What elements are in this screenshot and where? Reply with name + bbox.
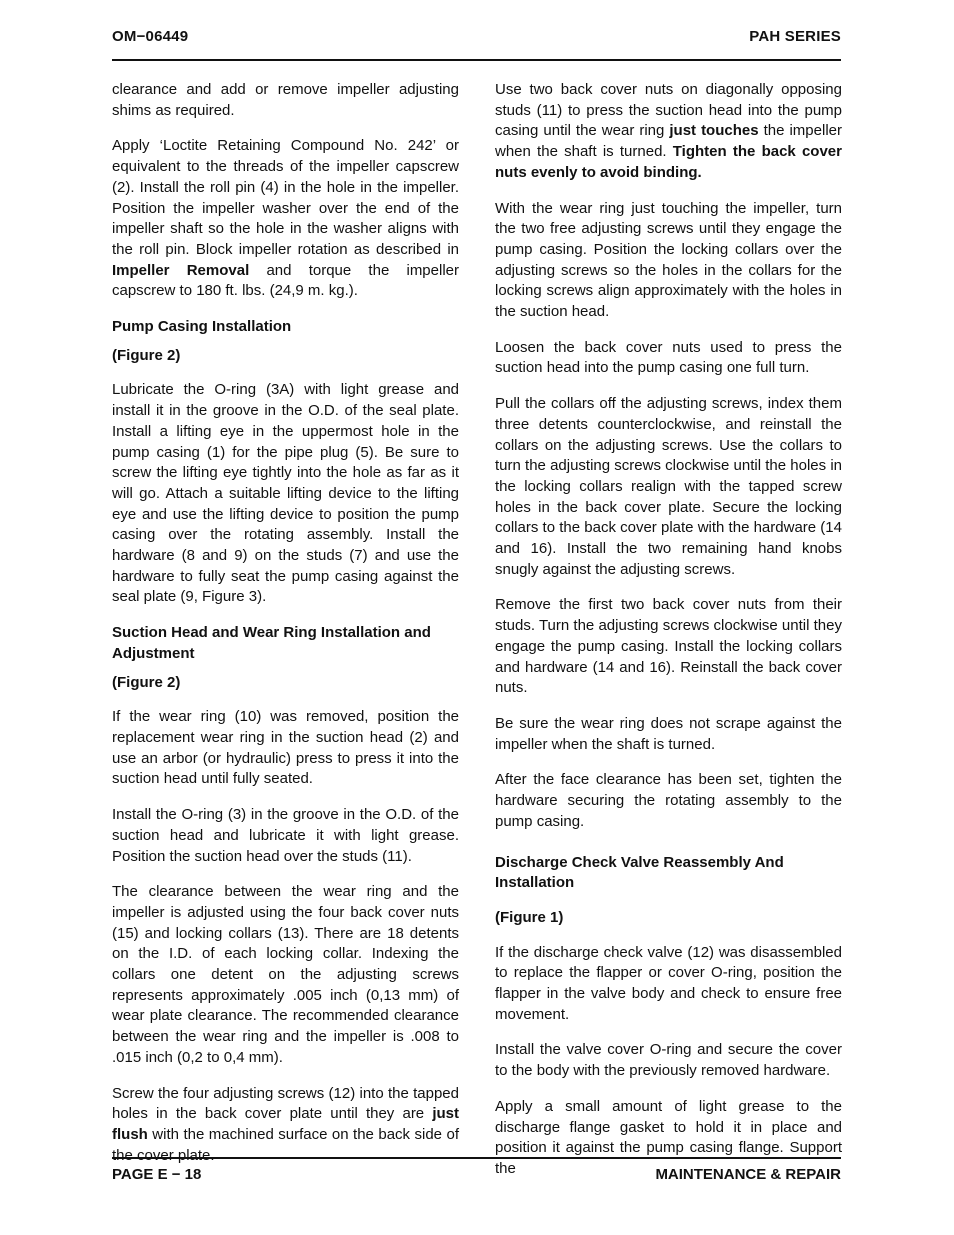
- paragraph: clearance and add or remove impeller adjusting shims as required.: [112, 81, 459, 119]
- page-number: PAGE E − 18: [112, 1166, 202, 1183]
- paragraph: Lubricate the O-ring (3A) with light grease and install it in the groove in the O.D. of the seal plate. Install a lifting eye in the uppermost hole in the pump casing (1) for the pipe plug (5). Be sure to screw the lifting eye tightly into the hole as far as it will go. Attach a suitable lifting device to the lifting eye and use the lifting device to position the pump casing over the rotating assembly. Install the hardware (8 and 9) on the studs (7) and use the hardware to fully seat the pump casing against the seal plate (9, Figure 3).: [112, 381, 459, 606]
- text: the impeller when the shaft is turned.: [495, 122, 842, 161]
- bold-reference: Impeller Removal: [112, 261, 250, 279]
- bold-emphasis: Tighten the back cover nuts evenly to avoid binding.: [495, 143, 842, 181]
- paragraph: Apply a small amount of light grease to the discharge flange gasket to hold it in place and position it against the pump casing flange. Support the: [495, 1097, 842, 1177]
- text: Apply ‘Loctite Retaining Compound No. 242’ or equivalent to the threads of the impeller capscrew (2). Install the roll pin (4) in the hole in the impeller. Position the impeller washer over the end of the impeller shaft so the hole in the washer aligns with the roll pin. Block impeller rotation as described in: [112, 137, 459, 258]
- figure-reference: (Figure 2): [112, 346, 181, 364]
- header-rule: [112, 59, 841, 61]
- paragraph: Pull the collars off the adjusting screws, index them three detents counterclockwise, and reinstall the collars on the adjusting screws. Use the collars to turn the adjusting screws clockwise until the holes in the locking collars realign with the tapped screw holes in the back cover plate. Secure the locking collars to the back cover plate with the hardware (14 and 16). Install the two remaining hand knobs snugly against the adjusting screws.: [495, 395, 842, 578]
- figure-reference: (Figure 1): [495, 908, 564, 926]
- paragraph: Remove the first two back cover nuts from their studs. Turn the adjusting screws clockwise until they engage the pump casing. Install the locking collars and hardware (14 and 16). Reinstall the back cover nuts.: [495, 596, 842, 697]
- section-heading: Pump Casing Installation: [112, 318, 292, 336]
- section-heading: Suction Head and Wear Ring Installation and Adjustment: [112, 624, 431, 662]
- paragraph: With the wear ring just touching the impeller, turn the two free adjusting screws until they engage the pump casing. Position the locking collars over the adjusting screws so the holes in the collars for the locking screws align approximately with the holes in the suction head.: [495, 199, 842, 321]
- paragraph: If the discharge check valve (12) was disassembled to replace the flapper or cover O-ring, position the flapper in the valve body and check to ensure free movement.: [495, 943, 842, 1023]
- paragraph: Loosen the back cover nuts used to press the suction head into the pump casing one full turn.: [495, 338, 842, 377]
- left-column: [112, 80, 459, 1181]
- paragraph: The clearance between the wear ring and the impeller is adjusted using the four back cover nuts (15) and locking collars (13). There are 18 detents on the I.D. of each locking collar. Indexing the collars one detent on the adjusting screws represents approximately .005 inch (0,13 mm) of wear plate clearance. The recommended clearance between the wear ring and the impeller is .008 to .015 inch (0,2 to 0,4 mm).: [112, 883, 459, 1066]
- text: with the machined surface on the back side of the cover plate.: [112, 1125, 459, 1164]
- right-column: [495, 80, 842, 1195]
- paragraph: After the face clearance has been set, tighten the hardware securing the rotating assembly to the pump casing.: [495, 771, 842, 830]
- text: Use two back cover nuts on diagonally opposing studs (11) to press the suction head into the pump casing until the wear ring: [495, 81, 842, 140]
- section-title: MAINTENANCE & REPAIR: [655, 1166, 841, 1183]
- text: Screw the four adjusting screws (12) into the tapped holes in the back cover plate until they are: [112, 1084, 459, 1123]
- paragraph: Install the O-ring (3) in the groove in the O.D. of the suction head and lubricate it with light grease. Position the suction head over the studs (11).: [112, 806, 459, 865]
- series-title: PAH SERIES: [749, 28, 841, 45]
- text: and torque the impeller capscrew to 180 ft. lbs. (24,9 m. kg.).: [112, 261, 459, 300]
- paragraph: [112, 1084, 459, 1167]
- paragraph: [495, 80, 842, 184]
- footer-rule: [112, 1157, 841, 1159]
- paragraph: [112, 136, 459, 302]
- bold-emphasis: just flush: [112, 1105, 459, 1143]
- paragraph: If the wear ring (10) was removed, position the replacement wear ring in the suction head (2) and use an arbor (or hydraulic) press to press it into the suction head until fully seated.: [112, 708, 459, 788]
- paragraph: Install the valve cover O-ring and secure the cover to the body with the previously removed hardware.: [495, 1041, 842, 1080]
- section-heading: Discharge Check Valve Reassembly And Installation: [495, 853, 784, 892]
- document-number: OM−06449: [112, 28, 189, 45]
- figure-reference: (Figure 2): [112, 673, 181, 691]
- paragraph: Be sure the wear ring does not scrape against the impeller when the shaft is turned.: [495, 714, 842, 753]
- bold-emphasis: just touches: [669, 122, 759, 140]
